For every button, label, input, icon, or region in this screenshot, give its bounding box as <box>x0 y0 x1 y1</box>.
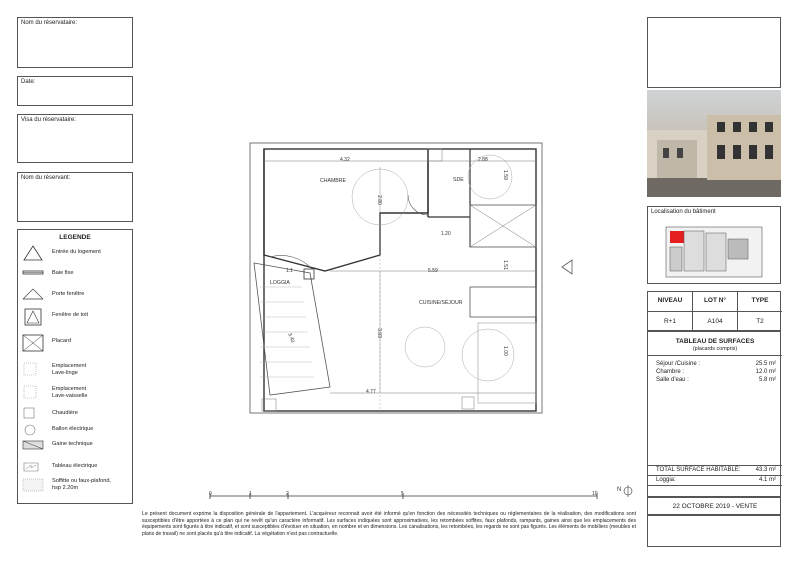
visa-label: Visa du réservataire: <box>21 117 76 123</box>
legend-item <box>22 437 127 457</box>
total-surface-label: TOTAL SURFACE HABITABLE: <box>656 467 741 473</box>
building-location-title: Localisation du bâtiment <box>651 209 716 215</box>
room-sde: SDE <box>453 177 464 183</box>
visa-box <box>17 114 133 163</box>
legend-label: Porte fenêtre <box>52 291 85 297</box>
date-label: Date: <box>21 79 36 85</box>
loggia-label: Loggia: <box>656 477 676 483</box>
legend-item <box>22 476 127 496</box>
legend-label: Ballon électrique <box>52 426 94 432</box>
legend-title: LEGENDE <box>59 234 91 241</box>
closet-icon <box>22 334 44 352</box>
legend-item <box>22 361 127 381</box>
scale-bar <box>205 486 605 500</box>
triangle-pointer-icon <box>561 259 573 275</box>
surfaces-title: TABLEAU DE SURFACES <box>675 338 755 345</box>
french-door-icon <box>22 287 44 305</box>
dimension-label: 2.88 <box>478 157 488 163</box>
dimension-label: 1.59 <box>501 170 508 180</box>
electrical-panel-icon <box>22 459 44 477</box>
legend-label: Placard <box>52 338 71 344</box>
compass-icon <box>623 484 633 498</box>
scale-tick-label: 5 <box>401 491 404 497</box>
surface-value: 5.8 m² <box>758 377 776 383</box>
technical-shaft-icon <box>22 437 44 455</box>
surface-row <box>656 377 776 385</box>
dimension-label: 3.40 <box>286 332 296 344</box>
surfaces-subtitle: (placards compris) <box>692 346 738 352</box>
scale-tick-label: 2 <box>286 491 289 497</box>
surface-label: Séjour /Cuisine : <box>656 361 701 367</box>
north-arrow <box>617 484 633 498</box>
room-loggia: LOGGIA <box>270 280 290 286</box>
lot-table <box>647 291 781 331</box>
legend-item <box>22 308 127 328</box>
reservant-name-label: Nom du réservant: <box>21 175 71 181</box>
scale-tick-label: 0 <box>209 491 212 497</box>
lot-value-type: T2 <box>756 318 764 325</box>
footer-date: 22 OCTOBRE 2019 - VENTE <box>672 503 758 510</box>
legend-label: Baie fixe <box>52 270 74 276</box>
lot-header-niveau: NIVEAU <box>657 297 683 304</box>
surface-value: 25.5 m² <box>755 361 776 367</box>
site-map <box>662 219 766 281</box>
surface-label: Chambre : <box>656 369 685 375</box>
legend-label: Tableau électrique <box>52 463 98 469</box>
building-location-box <box>647 206 781 284</box>
dimension-label: 4.77 <box>366 389 376 395</box>
date-box <box>17 76 133 106</box>
reservant-name-box <box>17 172 133 222</box>
room-cuisine-sejour: CUISINE/SÉJOUR <box>419 300 463 306</box>
legend-label: Entrée du logement <box>52 249 101 255</box>
north-label: N <box>617 487 622 493</box>
triangle-entry-icon <box>22 245 44 263</box>
roof-window-icon <box>22 308 44 326</box>
legend-item <box>22 266 127 286</box>
surface-value: 12.0 m² <box>755 369 776 375</box>
fixed-window-icon <box>22 266 44 284</box>
legend-label: Emplacement Lave-linge <box>52 363 87 376</box>
lot-header-lot: LOT N° <box>703 297 727 304</box>
lot-header-type: TYPE <box>751 297 769 304</box>
surface-label: Salle d'eau : <box>656 377 689 383</box>
surfaces-table <box>647 331 781 497</box>
dimension-label: 3.93 <box>375 328 382 338</box>
legend-label: Gaine technique <box>52 441 93 447</box>
dimension-label: 1.00 <box>501 346 508 356</box>
dimension-label: 2.80 <box>375 195 382 205</box>
legend-label: Emplacement Lave-vaisselle <box>52 386 88 399</box>
legend-label: Soffitte ou faux-plafond, hsp 2.20m <box>52 478 111 491</box>
dishwasher-icon <box>22 384 44 402</box>
lot-value-niveau: R+1 <box>663 318 677 325</box>
total-surface-row <box>656 467 776 475</box>
building-photo <box>647 90 781 197</box>
scale-tick-label: 10 <box>592 491 598 497</box>
legend-box <box>17 229 133 504</box>
false-ceiling-icon <box>22 476 44 494</box>
loggia-value: 4.1 m² <box>758 477 776 483</box>
legend-label: Chaudière <box>52 410 78 416</box>
dimension-label: 1.1 <box>286 268 293 274</box>
loggia-row <box>656 477 776 485</box>
scale-tick-label: 1 <box>249 491 252 497</box>
reservataire-name-box <box>17 17 133 68</box>
top-right-blank-box <box>647 17 781 88</box>
legend-label: Fenêtre de toit <box>52 312 89 318</box>
dimension-label: 5.59 <box>428 268 438 274</box>
dimension-label: 1.51 <box>501 260 508 270</box>
legend-item <box>22 384 127 404</box>
footer-date-box <box>647 497 781 515</box>
legend-item <box>22 334 127 354</box>
dimension-label: 1.20 <box>441 231 451 237</box>
legend-item <box>22 245 127 265</box>
surface-row <box>656 361 776 369</box>
total-surface-value: 43.3 m² <box>755 467 776 473</box>
surface-row <box>656 369 776 377</box>
reservataire-name-label: Nom du réservataire: <box>21 20 78 26</box>
legend-item <box>22 287 127 307</box>
lot-value-lot: A104 <box>707 318 723 325</box>
disclaimer-text: Le présent document exprime la disposition générale de l'appartement. L'acquéreur reconnait avoir été informé qu'en fonction des nécessités techniques ou réglementaires de la réalisation, des modifications sont susceptibles d'être apportées à ce plan qui ne revêt qu'un caractère informatif. Les surfaces indiquées sont approximatives, les retombées soffites, faux plafonds, rampants, gaines ainsi que les emplacements des équipements sont figurés à titre indicatif, et sont susceptibles d'évoluer en situation, en nombre et en dimensions. Les canalisations, les retombées, les regards ne sont pas figurés. Les éléments de mobiliers (meubles et plans de travail) ne sont placés qu'à titre indicatif. La végétation n'est pas contractuelle. <box>142 511 636 537</box>
room-chambre: CHAMBRE <box>320 178 346 184</box>
dimension-label: 4.32 <box>340 157 350 163</box>
washing-machine-icon <box>22 361 44 379</box>
footer-blank-box <box>647 515 781 547</box>
